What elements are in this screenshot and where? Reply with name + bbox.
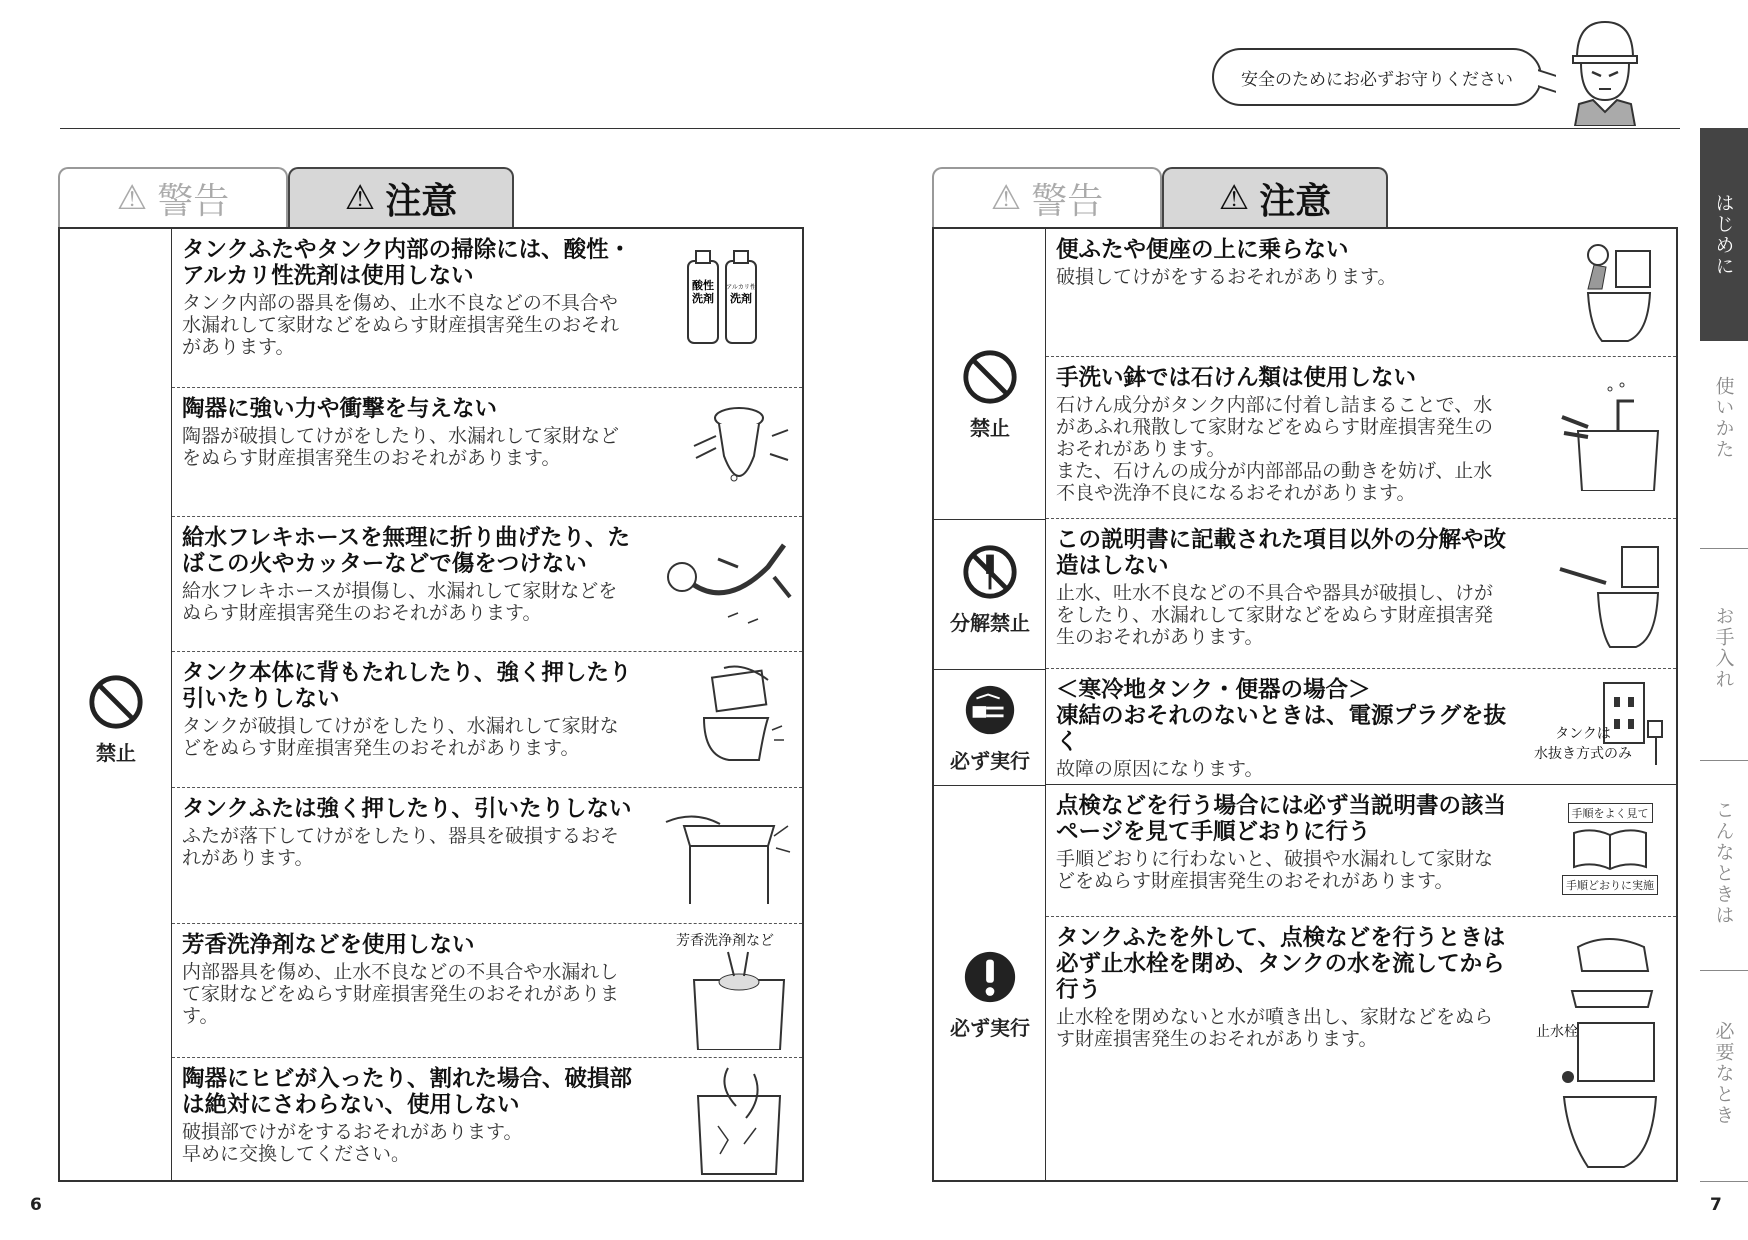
item-title: 芳香洗浄剤などを使用しない	[182, 932, 475, 958]
sidebar-item-usage[interactable]: 使いかた	[1712, 376, 1735, 460]
plug-caption-line: 水抜き方式のみ	[1534, 746, 1632, 762]
tab-warning-label: 警告	[1031, 180, 1104, 222]
right-caution-box	[932, 227, 1678, 1182]
right-icon-column	[934, 229, 1046, 1180]
right-prohibit-group	[934, 329, 1046, 459]
item-body: 給水フレキホースが損傷し、水漏れして家財などをぬらす財産損害発生のおそれがあります。	[182, 580, 618, 624]
left-item-4	[172, 652, 802, 788]
right-item-4	[1046, 669, 1676, 785]
bubble-text: 安全のためにお必ずお守りください	[1241, 69, 1513, 90]
right-item-3	[1046, 519, 1676, 669]
speech-bubble	[1212, 48, 1542, 106]
right-tabs	[932, 167, 1388, 227]
item-title: この説明書に記載された項目以外の分解や改造はしない	[1056, 527, 1507, 579]
flex-hose-illustration-icon	[658, 537, 798, 647]
tab-warning	[58, 167, 288, 227]
warning-triangle-icon: ⚠	[116, 178, 148, 218]
item-body: 止水栓を閉めないと水が噴き出し、家財などをぬらす財産損害発生のおそれがあります。	[1056, 1006, 1494, 1050]
left-item-7	[172, 1058, 802, 1182]
warning-triangle-icon: ⚠	[990, 178, 1022, 218]
page-number-left: 6	[30, 1195, 42, 1215]
left-item-3	[172, 517, 802, 652]
caution-triangle-icon: ⚠	[344, 178, 376, 218]
item-title: ＜寒冷地タンク・便器の場合＞ 凍結のおそれのないときは、電源プラグを抜く	[1056, 677, 1507, 755]
right-item-5	[1046, 785, 1676, 917]
item-body: 破損してけがをするおそれがあります。	[1056, 266, 1397, 288]
item-title: 給水フレキホースを無理に折り曲げたり、たばこの火やカッターなどで傷をつけない	[182, 525, 630, 577]
tab-caution-right	[1162, 167, 1388, 227]
sidebar-item-when-needed[interactable]: 必要なとき	[1712, 1020, 1735, 1126]
left-item-2	[172, 388, 802, 517]
tank-lid-illustration-icon	[664, 796, 794, 906]
item-body: タンクが破損してけがをしたり、水漏れして家財などをぬらす財産損害発生のおそれがあります。	[182, 715, 619, 759]
left-item-5	[172, 788, 802, 924]
sidebar-divider	[1700, 1181, 1748, 1182]
prohibit-label: 禁止	[96, 740, 136, 765]
disassemble-prohibit-group	[934, 534, 1046, 644]
detergent-bottles-icon	[682, 247, 762, 347]
sidebar-divider	[1700, 760, 1748, 761]
child-on-toilet-illustration-icon	[1558, 237, 1668, 347]
caution-triangle-icon: ⚠	[1218, 178, 1250, 218]
item-title: タンクふたやタンク内部の掃除には、酸性・アルカリ性洗剤は使用しない	[182, 237, 632, 289]
unplug-label: 必ず実行	[950, 748, 1030, 773]
item-body: 内部器具を傷め、止水不良などの不具合や水漏れして家財などをぬらす財産損害発生のおそれがあります。	[182, 961, 620, 1027]
item-title: 便ふたや便座の上に乗らない	[1056, 237, 1349, 263]
tab-caution	[288, 167, 514, 227]
worker-mascot-icon	[1565, 14, 1645, 126]
right-item-1	[1046, 229, 1676, 357]
item-body: ふたが落下してけがをしたり、器具を破損するおそれがあります。	[182, 825, 620, 869]
bottle-label: アルカリ性	[726, 284, 756, 291]
tab-caution-label: 注意	[1259, 180, 1332, 222]
item-body: 止水、吐水不良などの不具合や器具が破損し、けがをしたり、水漏れして家財などをぬらす財産損害発生のおそれがあります。	[1056, 582, 1494, 648]
item-body: 陶器が破損してけがをしたり、水漏れして家財などをぬらす財産損害発生のおそれがあります。	[182, 425, 620, 469]
left-item-1	[172, 229, 802, 388]
plug-caption-line: タンクは	[1555, 726, 1611, 742]
bottle-label: 酸性	[692, 279, 714, 292]
mandatory-group	[934, 929, 1046, 1059]
sidebar-divider	[1700, 548, 1748, 549]
tab-caution-label: 注意	[385, 180, 458, 222]
unplug-group	[934, 677, 1046, 777]
left-prohibit-group	[60, 659, 172, 779]
item-title: タンクふたは強く押したり、引いたりしない	[182, 796, 632, 822]
header-rule	[60, 128, 1680, 129]
sidebar-item-trouble[interactable]: こんなときは	[1712, 800, 1735, 926]
bottle-label: 洗剤	[692, 292, 714, 305]
page-number-right: 7	[1710, 1195, 1722, 1215]
item-body: タンク内部の器具を傷め、止水不良などの不具合や水漏れして家財などをぬらす財産損害発生のおそれがあります。	[182, 292, 620, 358]
item-body: 破損部でけがをするおそれがあります。 早めに交換してください。	[182, 1121, 523, 1165]
tank-inspection-illustration-icon	[1548, 927, 1668, 1172]
unplug-icon	[961, 681, 1019, 739]
right-item-6	[1046, 917, 1676, 1182]
cracked-ceramic-illustration-icon	[684, 1066, 794, 1176]
item-title: タンク本体に背もたれしたり、強く押したり引いたりしない	[182, 660, 632, 712]
item-body: 石けん成分がタンク内部に付着し詰まることで、水があふれ飛散して家財などをぬらす財産損害発生のおそれがあります。 また、石けんの成分が内部部品の動きを妨げ、止水不良や洗浄不良になるおそれがあります。	[1056, 394, 1494, 504]
plug-caption	[1534, 723, 1632, 763]
fragrance-cleaner-illustration-icon	[684, 950, 794, 1050]
item-body: 故障の原因になります。	[1056, 758, 1264, 780]
right-item-2	[1046, 357, 1676, 519]
section-sidebar	[1700, 128, 1748, 1240]
sidebar-item-intro[interactable]: はじめに	[1700, 128, 1748, 341]
sidebar-divider	[1700, 970, 1748, 971]
open-book-icon	[1570, 827, 1650, 871]
prohibit-icon	[961, 348, 1019, 406]
item-title: 陶器に強い力や衝撃を与えない	[182, 396, 498, 422]
manual-top-label: 手順をよく見て	[1568, 803, 1653, 823]
mandatory-action-icon	[961, 948, 1019, 1006]
item-title: 点検などを行う場合には必ず当説明書の該当ページを見て手順どおりに行う	[1056, 793, 1507, 845]
stop-valve-label: 止水栓	[1536, 1024, 1578, 1040]
leaning-on-tank-illustration-icon	[684, 660, 794, 770]
manual-bottom-label: 手順どおりに実施	[1562, 875, 1658, 895]
manual-book-illustration	[1558, 803, 1662, 895]
item-title: 手洗い鉢では石けん類は使用しない	[1056, 365, 1417, 391]
disassemble-prohibit-label: 分解禁止	[950, 610, 1030, 635]
ceramic-impact-illustration-icon	[684, 396, 794, 506]
item-title: タンクふたを外して、点検などを行うときは必ず止水栓を閉め、タンクの水を流してから行う	[1056, 925, 1506, 1003]
fragrance-cleaner-label: 芳香洗浄剤など	[676, 933, 774, 949]
left-icon-column	[60, 229, 172, 1180]
toilet-screwdriver-illustration-icon	[1558, 539, 1668, 649]
left-item-6	[172, 924, 802, 1058]
tab-warning-right	[932, 167, 1162, 227]
tab-warning-label: 警告	[157, 180, 230, 222]
left-caution-box	[58, 227, 804, 1182]
item-title: 陶器にヒビが入ったり、割れた場合、破損部は絶対にさわらない、使用しない	[182, 1066, 633, 1118]
left-tabs	[58, 167, 514, 227]
hand-washing-illustration-icon	[1558, 381, 1668, 491]
prohibit-icon	[87, 673, 145, 731]
item-body: 手順どおりに行わないと、破損や水漏れして家財などをぬらす財産損害発生のおそれがあります。	[1056, 848, 1494, 892]
mandatory-label: 必ず実行	[950, 1015, 1030, 1040]
sidebar-item-care[interactable]: お手入れ	[1712, 606, 1735, 690]
no-disassembly-icon	[961, 543, 1019, 601]
prohibit-label: 禁止	[970, 415, 1010, 440]
bottle-label: 洗剤	[730, 292, 752, 305]
